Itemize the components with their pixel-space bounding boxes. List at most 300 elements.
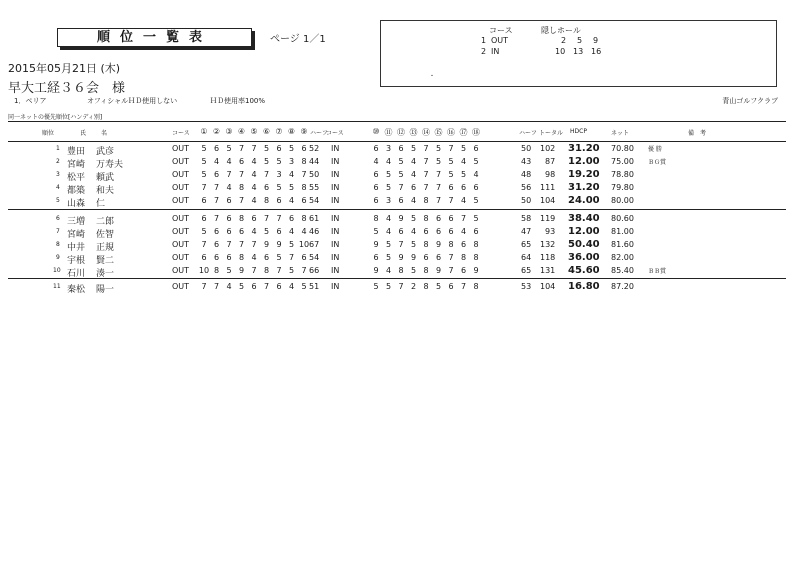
hole-score: 7: [423, 157, 429, 167]
hole-score: 6: [276, 144, 282, 153]
course-out: OUT: [172, 213, 190, 223]
half-score: 46: [309, 226, 320, 236]
hole-score: 4: [288, 226, 295, 236]
hole-score: 7: [201, 183, 207, 193]
hole-score: 5: [201, 226, 207, 236]
hole-score: 8: [373, 213, 379, 223]
hole-score: 5: [435, 157, 442, 167]
hole-score: 7: [213, 183, 220, 193]
course-in: IN: [331, 157, 340, 167]
hole-score: 6: [213, 226, 220, 236]
total-score: 119: [540, 213, 556, 223]
hole-score: 4: [373, 157, 379, 167]
hole-score: 7: [448, 144, 454, 153]
hole-score: 7: [288, 252, 295, 262]
hole-score: 7: [251, 144, 257, 153]
net-score: 80.60: [611, 213, 634, 223]
hole-score: 5: [288, 144, 295, 153]
hole-score: 4: [288, 282, 295, 291]
col-header-course: コース: [172, 130, 190, 137]
hidden-hole-number: 9: [593, 36, 599, 45]
handicap: 19.20: [568, 169, 600, 181]
rank-number: 7: [56, 227, 60, 235]
half-score: 54: [309, 252, 320, 262]
hole-score: 6: [448, 183, 454, 193]
col-header-hole: ⑱: [472, 128, 480, 137]
rank-number: 4: [56, 184, 60, 192]
hole-score: 6: [213, 170, 220, 180]
course-out: OUT: [172, 265, 190, 275]
hole-score: 5: [226, 144, 232, 153]
hole-score: 8: [301, 183, 307, 193]
hole-score: 4: [410, 157, 417, 167]
hole-score: 6: [226, 226, 232, 236]
hole-score: 6: [473, 226, 479, 236]
handicap: 31.20: [568, 143, 600, 154]
hole-score: 9: [398, 252, 404, 262]
player-given-name: 二郎: [96, 216, 115, 227]
rank-number: 10: [53, 266, 61, 274]
rank-number: 3: [56, 171, 60, 179]
hole-score: 5: [448, 170, 454, 180]
hole-score: 4: [385, 265, 392, 275]
hole-score: 7: [201, 239, 207, 249]
hole-score: 4: [251, 252, 257, 262]
col-header-half: ハーフ: [519, 130, 537, 137]
player-given-name: 佐智: [96, 229, 115, 240]
hole-score: 4: [301, 226, 307, 236]
col-header-hole: ⑧: [287, 127, 296, 136]
hole-score: 6: [423, 252, 429, 262]
hole-score: 8: [263, 196, 270, 206]
half-score: 61: [309, 213, 320, 223]
hole-score: 6: [288, 213, 295, 223]
course-in: IN: [331, 183, 340, 193]
hole-score: 9: [410, 252, 417, 262]
course-in: IN: [331, 265, 340, 275]
half-score: 56: [521, 183, 532, 193]
note: 優 勝: [648, 146, 662, 153]
hole-score: 4: [460, 157, 467, 167]
half-score: 55: [309, 183, 320, 193]
hole-score: 5: [385, 252, 392, 262]
total-score: 98: [545, 170, 556, 180]
player-surname: 中井: [67, 242, 86, 253]
hole-score: 5: [226, 265, 232, 275]
hole-score: 6: [460, 239, 467, 249]
hole-score: 7: [238, 196, 245, 206]
col-header-hole: ⑫: [397, 128, 405, 137]
note: ＢＧ賞: [648, 159, 667, 167]
handicap: 45.60: [568, 264, 600, 276]
col-header-hole: ⑥: [262, 127, 271, 136]
course-out: OUT: [172, 252, 190, 262]
hole-score: 6: [238, 226, 245, 236]
total-score: 104: [540, 196, 556, 206]
rank-number: 6: [56, 214, 60, 222]
event-date: 2015年05月21日 (木): [8, 62, 121, 75]
course-out: OUT: [172, 282, 190, 291]
col-header-name: 氏: [80, 130, 87, 137]
page-number: ぺージ 1／1: [270, 34, 326, 45]
net-score: 70.80: [611, 144, 634, 153]
hole-score: 8: [238, 252, 245, 262]
col-header-name: 名: [101, 130, 108, 137]
net-score: 80.00: [611, 196, 634, 206]
hole-score: 5: [201, 170, 207, 180]
course-in: IN: [331, 170, 340, 180]
hole-score: 4: [213, 157, 220, 167]
hole-score: 4: [385, 226, 392, 236]
player-given-name: 万寿夫: [96, 160, 124, 171]
net-score: 87.20: [611, 282, 634, 291]
col-header-hole: ⑬: [409, 128, 418, 137]
hidden-holes-mark: ・: [429, 73, 436, 80]
hidden-holes-row-course: IN: [491, 47, 500, 56]
hole-score: 6: [276, 282, 282, 291]
hole-score: 7: [398, 239, 404, 249]
col-header-hole: ⑨: [300, 127, 308, 136]
net-score: 79.80: [611, 183, 634, 193]
hole-score: 6: [263, 252, 270, 262]
hole-score: 5: [460, 170, 467, 180]
total-score: 104: [540, 282, 556, 291]
rank-number: 8: [56, 240, 60, 248]
half-score: 43: [521, 157, 532, 167]
hole-score: 5: [263, 144, 270, 153]
col-header-hole: ①: [200, 127, 208, 136]
hole-score: 8: [460, 252, 467, 262]
net-score: 75.00: [611, 157, 634, 167]
handicap: 36.00: [568, 251, 600, 263]
hole-score: 5: [435, 144, 442, 153]
hole-score: 6: [251, 213, 257, 223]
hole-score: 9: [276, 239, 282, 249]
course-in: IN: [331, 213, 340, 223]
total-score: 87: [545, 157, 556, 167]
course-out: OUT: [172, 144, 190, 153]
course-out: OUT: [172, 196, 190, 206]
hole-score: 7: [435, 170, 442, 180]
hole-score: 9: [373, 239, 379, 249]
hole-score: 5: [288, 265, 295, 275]
hole-score: 6: [373, 170, 379, 180]
col-header-hole: ⑤: [250, 127, 258, 136]
player-surname: 宮崎: [67, 229, 86, 240]
col-header-hole: ②: [212, 127, 221, 136]
half-score: 44: [309, 157, 320, 167]
hole-score: 7: [251, 239, 257, 249]
hole-score: 7: [238, 144, 245, 153]
hole-score: 7: [460, 282, 467, 291]
half-score: 64: [521, 252, 532, 262]
half-score: 50: [521, 196, 532, 206]
hidden-holes-row-index: 2: [481, 47, 487, 56]
hole-score: 4: [460, 196, 467, 206]
net-score: 78.80: [611, 170, 634, 180]
hole-score: 5: [385, 239, 392, 249]
hole-score: 5: [276, 252, 282, 262]
hole-score: 5: [410, 239, 417, 249]
hole-score: 6: [373, 144, 379, 153]
handicap: 12.00: [568, 156, 600, 168]
hole-score: 6: [398, 196, 404, 206]
hole-score: 6: [301, 144, 307, 153]
half-score: 47: [521, 226, 532, 236]
hole-score: 7: [276, 213, 282, 223]
course-out: OUT: [172, 183, 190, 193]
hole-score: 5: [276, 157, 282, 167]
hole-score: 6: [301, 196, 307, 206]
hole-score: 5: [263, 226, 270, 236]
hole-score: 6: [213, 239, 220, 249]
hole-score: 7: [448, 265, 454, 275]
hidden-hole-number: 16: [591, 47, 602, 56]
player-surname: 松平: [67, 173, 86, 184]
hole-score: 3: [288, 157, 295, 167]
hole-score: 5: [473, 157, 479, 167]
half-score: 53: [521, 282, 532, 291]
hidden-hole-number: 5: [577, 36, 583, 45]
half-score: 51: [309, 282, 320, 291]
hole-score: 4: [251, 196, 257, 206]
hole-score: 8: [423, 213, 429, 223]
hole-score: 5: [460, 144, 467, 153]
hole-score: 6: [423, 226, 429, 236]
col-header-hole: ⑯: [447, 128, 455, 137]
hole-score: 5: [398, 157, 404, 167]
total-score: 102: [540, 144, 556, 153]
half-score: 66: [309, 265, 320, 275]
hidden-hole-number: 10: [555, 47, 566, 56]
note: ＢＢ賞: [648, 267, 667, 275]
hole-score: 10: [298, 239, 310, 249]
player-given-name: 仁: [96, 199, 106, 210]
hole-score: 4: [251, 183, 257, 193]
hole-score: 5: [373, 282, 379, 291]
hole-score: 8: [301, 157, 307, 167]
hole-score: 9: [373, 265, 379, 275]
half-score: 67: [309, 239, 320, 249]
hole-score: 6: [435, 226, 442, 236]
hole-score: 6: [213, 144, 220, 153]
hole-score: 6: [448, 282, 454, 291]
hole-score: 8: [213, 265, 220, 275]
hole-score: 6: [201, 196, 207, 206]
net-score: 81.00: [611, 226, 634, 236]
hole-score: 5: [201, 157, 207, 167]
col-header-hole: ⑦: [275, 127, 283, 136]
hole-score: 6: [263, 183, 270, 193]
hole-score: 7: [213, 196, 220, 206]
hidden-holes-panel: [380, 20, 777, 87]
club-name: 青山ゴルフクラブ: [722, 97, 778, 105]
hole-score: 7: [201, 282, 207, 291]
competition-name: 早大工経３６会 様: [8, 81, 126, 96]
player-given-name: 武彦: [96, 147, 115, 157]
hole-score: 7: [238, 170, 245, 180]
hole-score: 7: [301, 170, 307, 180]
col-header-total: トータル: [539, 130, 564, 137]
half-score: 50: [309, 170, 320, 180]
course-in: IN: [331, 144, 340, 153]
hole-score: 4: [226, 282, 232, 291]
net-score: 82.00: [611, 252, 634, 262]
hole-score: 4: [410, 226, 417, 236]
hole-score: 6: [201, 252, 207, 262]
handicap: 38.40: [568, 212, 600, 224]
hole-score: 5: [238, 282, 245, 291]
hole-score: 8: [398, 265, 404, 275]
hole-score: 5: [473, 196, 479, 206]
half-score: 50: [521, 144, 532, 153]
handicap: 12.00: [568, 225, 600, 237]
player-given-name: 湊一: [96, 268, 115, 279]
hidden-hole-number: 13: [573, 47, 584, 56]
col-header-notes: 備 考: [688, 130, 707, 137]
hole-score: 8: [263, 265, 270, 275]
hole-score: 9: [435, 239, 442, 249]
hidden-holes-header: 隠しホール: [541, 26, 581, 35]
hole-score: 6: [398, 144, 404, 153]
col-header-hdcp: HDCP: [570, 128, 587, 135]
col-header-rank: 順位: [42, 130, 55, 137]
hole-score: 6: [276, 196, 282, 206]
hole-score: 4: [226, 183, 232, 193]
hole-score: 8: [423, 265, 429, 275]
col-header-net: ネット: [611, 130, 630, 137]
hole-score: 5: [263, 157, 270, 167]
player-given-name: 陽一: [96, 285, 115, 295]
hole-score: 4: [385, 157, 392, 167]
hole-score: 7: [226, 239, 232, 249]
hole-score: 5: [448, 157, 454, 167]
hole-score: 8: [448, 239, 454, 249]
hole-score: 8: [301, 213, 307, 223]
total-score: 132: [540, 239, 556, 249]
hidden-holes-row-course: OUT: [491, 36, 509, 45]
col-header-hole: ⑩: [372, 127, 380, 136]
course-in: IN: [331, 196, 340, 206]
group-divider: [8, 209, 786, 210]
player-surname: 豊田: [67, 147, 86, 157]
hole-score: 4: [410, 170, 417, 180]
handicap: 50.40: [568, 238, 600, 250]
net-score: 81.60: [611, 239, 634, 249]
hole-score: 5: [373, 226, 379, 236]
col-header-hole: ⑪: [384, 128, 393, 137]
hole-score: 5: [435, 282, 442, 291]
hole-score: 9: [435, 265, 442, 275]
player-given-name: 頼武: [96, 173, 115, 184]
hole-score: 6: [238, 157, 245, 167]
hole-score: 7: [213, 282, 220, 291]
col-header-course: コース: [326, 130, 344, 137]
hole-score: 8: [423, 196, 429, 206]
course-in: IN: [331, 282, 340, 291]
hole-score: 6: [213, 252, 220, 262]
hole-score: 7: [251, 265, 257, 275]
player-surname: 宮崎: [67, 160, 86, 171]
hole-score: 7: [276, 265, 282, 275]
player-given-name: 正規: [96, 242, 115, 253]
hole-score: 6: [410, 183, 417, 193]
hidden-holes-course-header: コース: [489, 26, 513, 35]
course-out: OUT: [172, 226, 190, 236]
hole-score: 5: [385, 183, 392, 193]
player-surname: 都築: [67, 186, 86, 197]
hole-score: 9: [398, 213, 404, 223]
hole-score: 5: [288, 183, 295, 193]
hole-score: 6: [398, 226, 404, 236]
hole-score: 6: [201, 213, 207, 223]
hole-score: 9: [263, 239, 270, 249]
hole-score: 7: [226, 170, 232, 180]
hole-score: 9: [238, 265, 245, 275]
course-out: OUT: [172, 170, 190, 180]
hole-score: 4: [226, 157, 232, 167]
half-score: 48: [521, 170, 532, 180]
hole-score: 7: [263, 282, 270, 291]
rank-number: 9: [56, 253, 60, 261]
half-score: 54: [309, 196, 320, 206]
hole-score: 8: [423, 239, 429, 249]
hole-score: 3: [276, 170, 282, 180]
table-top-rule: [8, 121, 786, 122]
total-score: 131: [540, 265, 556, 275]
hole-score: 6: [373, 196, 379, 206]
hole-score: 8: [473, 252, 479, 262]
rank-number: 1: [56, 145, 60, 152]
hole-score: 6: [251, 282, 257, 291]
player-surname: 秦松: [67, 285, 86, 295]
hole-score: 3: [385, 144, 392, 153]
hole-score: 7: [423, 170, 429, 180]
hole-score: 6: [373, 183, 379, 193]
player-surname: 三増: [67, 216, 86, 227]
hole-score: 6: [448, 213, 454, 223]
hole-score: 6: [373, 252, 379, 262]
hole-score: 4: [288, 170, 295, 180]
hidden-holes-row-index: 1: [481, 36, 487, 45]
hole-score: 5: [473, 213, 479, 223]
hole-score: 5: [410, 213, 417, 223]
hole-score: 6: [435, 252, 442, 262]
hole-score: 6: [460, 265, 467, 275]
handicap: 16.80: [568, 281, 600, 292]
total-score: 111: [540, 183, 556, 193]
rule-type: 1．ペリア: [14, 97, 47, 105]
rule-rate: ＨＤ使用率100%: [210, 97, 266, 105]
hole-score: 4: [251, 170, 257, 180]
hole-score: 5: [288, 239, 295, 249]
group-divider: [8, 278, 786, 279]
hole-score: 8: [473, 282, 479, 291]
col-header-hole: ⑮: [434, 128, 443, 137]
page-title: 順位一覧表: [57, 28, 252, 47]
total-score: 93: [545, 226, 556, 236]
hole-score: 6: [473, 183, 479, 193]
hole-score: 5: [410, 265, 417, 275]
hole-score: 7: [263, 170, 270, 180]
hole-score: 7: [423, 144, 429, 153]
hidden-hole-number: 2: [561, 36, 567, 45]
hole-score: 8: [238, 213, 245, 223]
hole-score: 4: [460, 226, 467, 236]
hole-score: 8: [238, 183, 245, 193]
hole-score: 6: [226, 213, 232, 223]
col-header-half: ハーフ: [310, 130, 328, 137]
